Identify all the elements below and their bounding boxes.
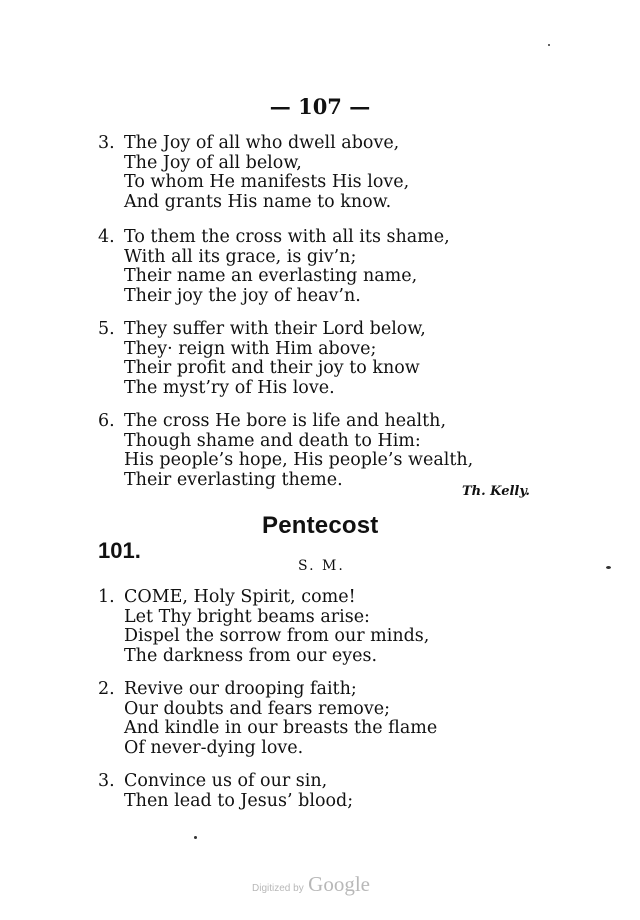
verse-line: Let Thy bright beams arise: bbox=[124, 606, 370, 627]
verse-line: Our doubts and fears remove; bbox=[124, 698, 390, 719]
stanza bbox=[98, 588, 429, 666]
author-attribution: Th. Kelly. bbox=[462, 484, 530, 499]
stanza-number: 3. bbox=[98, 133, 115, 153]
verse-line: Their name an everlasting name, bbox=[124, 266, 418, 286]
hymn-number: 101. bbox=[98, 538, 141, 563]
verse-line: The cross He bore is life and health, bbox=[124, 411, 447, 431]
verse-line: Revive our drooping faith; bbox=[124, 679, 357, 699]
meter-label: S. M. bbox=[298, 558, 345, 574]
stanza-number: 2. bbox=[98, 679, 115, 699]
verse-line: Dispel the sorrow from our minds, bbox=[124, 626, 430, 646]
watermark-prefix: Digitized by bbox=[252, 883, 304, 894]
verse-line: The Joy of all below, bbox=[124, 152, 302, 173]
stanza bbox=[98, 320, 426, 398]
verse-line: They· reign with Him above; bbox=[124, 338, 377, 359]
scan-speck bbox=[194, 836, 197, 839]
verse-line: Their joy the joy of heav’n. bbox=[124, 285, 361, 306]
stanza bbox=[98, 228, 450, 306]
verse-line: Their profit and their joy to know bbox=[124, 358, 420, 378]
verse-line: Then lead to Jesus’ blood; bbox=[124, 790, 354, 811]
verse-line: And kindle in our breasts the flame bbox=[124, 718, 438, 738]
verse-line: Though shame and death to Him: bbox=[124, 430, 421, 451]
verse-line: To whom He manifests His love, bbox=[124, 172, 410, 192]
digitized-watermark bbox=[252, 872, 370, 897]
page-number: — 107 — bbox=[269, 94, 371, 119]
stanza bbox=[98, 134, 409, 212]
stanza bbox=[98, 772, 353, 811]
stanza-number: 6. bbox=[98, 411, 115, 431]
verse-line: To them the cross with all its shame, bbox=[124, 227, 450, 247]
stanza bbox=[98, 412, 473, 490]
scan-speck bbox=[548, 44, 550, 46]
verse-line: And grants His name to know. bbox=[124, 191, 392, 212]
verse-line: Convince us of our sin, bbox=[124, 771, 328, 791]
stanza-number: 1. bbox=[98, 587, 115, 607]
verse-line: They suffer with their Lord below, bbox=[124, 319, 426, 339]
verse-line: Of never-dying love. bbox=[124, 737, 304, 758]
verse-line: COME, Holy Spirit, come! bbox=[124, 587, 356, 607]
verse-line: Their everlasting theme. bbox=[124, 469, 343, 490]
verse-line: The Joy of all who dwell above, bbox=[124, 133, 400, 153]
stanza-number: 3. bbox=[98, 771, 115, 791]
stanza-number: 5. bbox=[98, 319, 115, 339]
verse-line: The darkness from our eyes. bbox=[124, 645, 378, 666]
stanza bbox=[98, 680, 437, 758]
verse-line: With all its grace, is giv’n; bbox=[124, 246, 357, 267]
watermark-brand: Google bbox=[308, 872, 370, 896]
stanza-number: 4. bbox=[98, 227, 115, 247]
section-title: Pentecost bbox=[262, 512, 379, 539]
scan-speck bbox=[606, 566, 611, 569]
verse-line: The myst’ry of His love. bbox=[124, 377, 335, 398]
verse-line: His people’s hope, His people’s wealth, bbox=[124, 450, 474, 470]
